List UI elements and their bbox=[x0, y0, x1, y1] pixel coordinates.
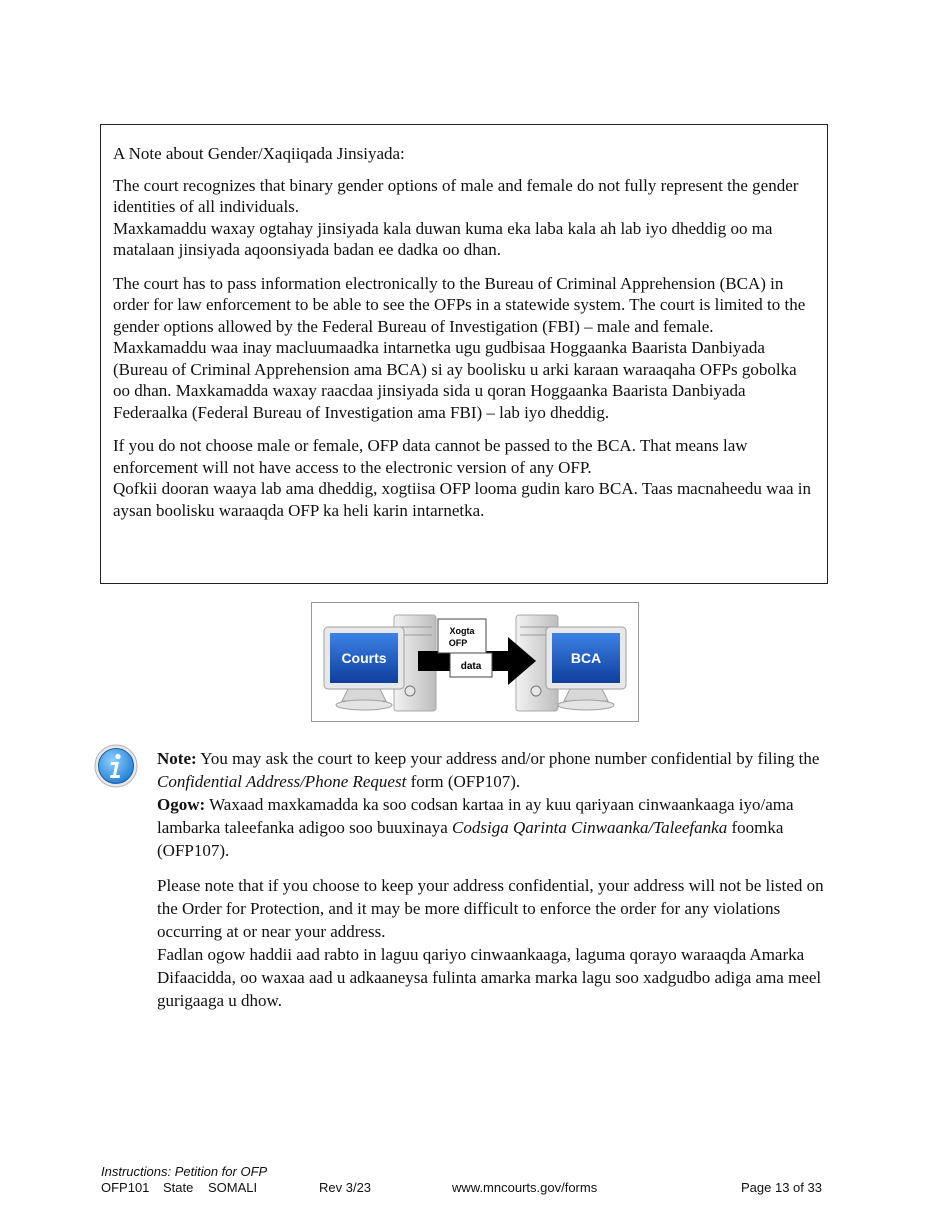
paragraph-somali: Qofkii dooran waaya lab ama dheddig, xogtiisa OFP looma gudin karo BCA. Taas macnaheedu waa in aysan boolisku waraaqda OFP ka heli karin intarnetka. bbox=[113, 479, 812, 520]
note-paragraph bbox=[157, 747, 847, 862]
bca-label: BCA bbox=[570, 650, 602, 666]
confidential-form-name: Confidential Address/Phone Request bbox=[157, 772, 407, 791]
footer-row bbox=[101, 1180, 831, 1196]
note-english bbox=[157, 747, 847, 793]
confidential-note bbox=[157, 747, 847, 1024]
gender-note-paragraph-3 bbox=[113, 435, 815, 521]
footer-language: SOMALI bbox=[208, 1180, 258, 1195]
data-label: data bbox=[460, 661, 482, 672]
footer-form-code: OFP101 bbox=[101, 1180, 150, 1195]
warning-english: Please note that if you choose to keep your address confidential, your address will not be listed on the Order for Protection, and it may be more difficult to enforce the order for any violations occurring at or near your address. bbox=[157, 876, 824, 941]
warning-somali: Fadlan ogow haddii aad rabto in laguu qariyo cinwaankaaga, laguma qorayo waraaqda Amarka Difaacidda, oo waxaa aad u adkaaneysa fulinta amarka marka lagu soo xadgudbo adiga ama meel gurigaaga u dhow. bbox=[157, 945, 822, 1010]
footer-revision: Rev 3/23 bbox=[319, 1180, 372, 1195]
footer-url: www.mncourts.gov/forms bbox=[452, 1180, 598, 1195]
footer-state: State bbox=[163, 1180, 194, 1195]
note-text: You may ask the court to keep your address and/or phone number confidential by filing the bbox=[196, 749, 820, 768]
gender-note-paragraph-2 bbox=[113, 273, 815, 424]
courts-monitor bbox=[324, 627, 404, 710]
footer-title: Instructions: Petition for OFP bbox=[101, 1164, 268, 1179]
paragraph-english: If you do not choose male or female, OFP data cannot be passed to the BCA. That means law enforcement will not have access to the electronic version of any OFP. bbox=[113, 436, 748, 477]
paragraph-somali: Maxkamaddu waa inay macluumaadka intarnetka ugu gudbisaa Hoggaanka Baarista Danbiyada (Bureau of Criminal Apprehension ama BCA) si ay boolisku u arki karaan waraaqaha OFPs gobolka oo dhan. Maxkamadda waxay raacdaa jinsiyada sida u qoran Hoggaanka Baarista Danbiyada Federaalka (Federal Bureau of Investigation ama FBI) – lab iyo dheddig. bbox=[113, 338, 797, 422]
envelope-label-line1: Xogta bbox=[449, 626, 475, 636]
somali-form-name: Codsiga Qarinta Cinwaanka/Taleefanka bbox=[452, 818, 728, 837]
note-somali bbox=[157, 793, 847, 862]
gender-note-box bbox=[100, 124, 828, 584]
footer-page-number: Page 13 of 33 bbox=[741, 1180, 822, 1195]
gender-note-paragraph-1 bbox=[113, 175, 815, 261]
note-text-end: form (OFP107). bbox=[406, 772, 521, 791]
page-footer bbox=[101, 1164, 831, 1196]
note-label: Note: bbox=[157, 749, 197, 768]
paragraph-english: The court has to pass information electronically to the Bureau of Criminal Apprehension (BCA) in order for law enforcement to be able to see the OFPs in a statewide system. The court is limited to the gender options allowed by the Federal Bureau of Investigation (FBI) – male and female. bbox=[113, 273, 806, 336]
envelope-label-line2: OFP bbox=[448, 638, 468, 648]
paragraph-english: The court recognizes that binary gender options of male and female do not fully represent the gender identities of all individuals. bbox=[113, 175, 799, 216]
paragraph-somali: Maxkamaddu waxay ogtahay jinsiyada kala duwan kuma eka laba kala ah lab iyo dheddig oo ma matalaan jinsiyada aqoonsiyada badan ee dadka oo dhan. bbox=[113, 218, 773, 259]
ogow-label: Ogow: bbox=[157, 795, 206, 814]
gender-note-heading: A Note about Gender/Xaqiiqada Jinsiyada: bbox=[113, 144, 405, 163]
ogow-text: Waxaad maxkamadda ka soo codsan kartaa in ay kuu qariyaan cinwaankaaga iyo/ama lambarka taleefanka adigoo soo buuxinaya bbox=[157, 795, 794, 837]
data-transfer-diagram bbox=[311, 602, 639, 722]
confidential-warning-paragraph bbox=[157, 874, 847, 1012]
diagram-illustration bbox=[312, 603, 638, 721]
courts-label: Courts bbox=[341, 650, 387, 666]
ogow-text-end: foomka (OFP107). bbox=[157, 818, 784, 860]
info-icon bbox=[93, 743, 139, 789]
